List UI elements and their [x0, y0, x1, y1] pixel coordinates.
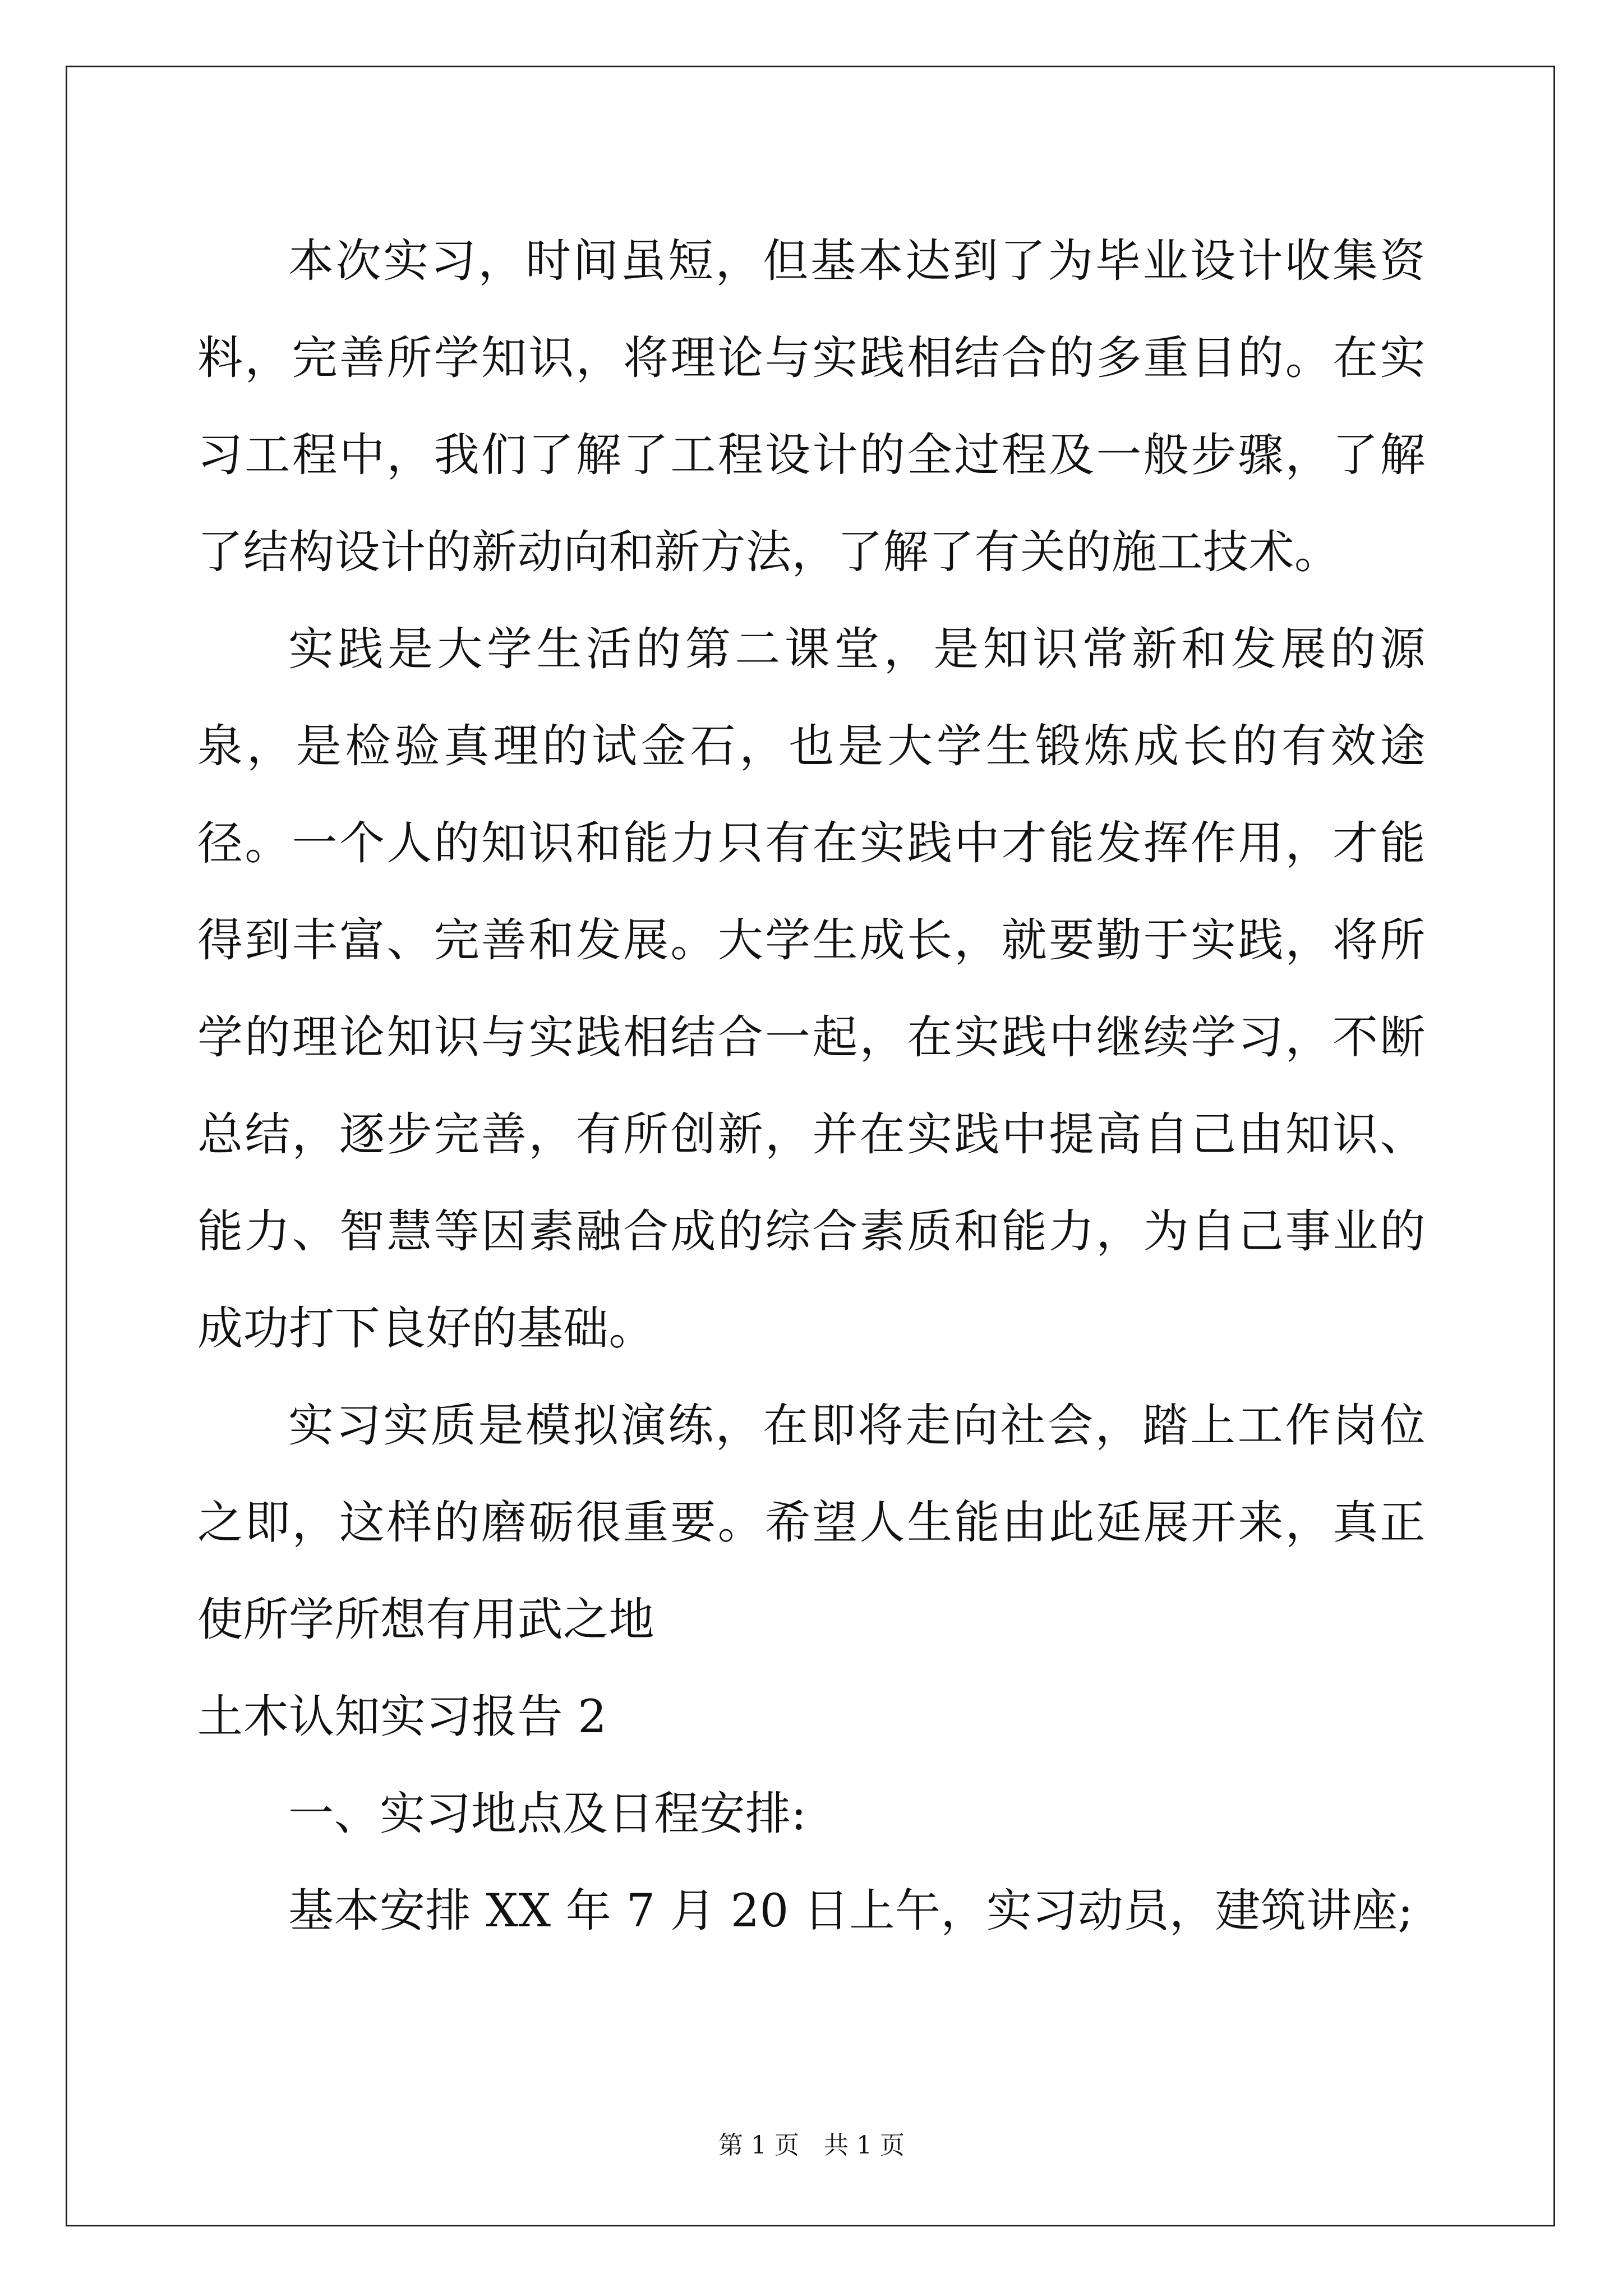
section-heading: 一、实习地点及日程安排:	[288, 1788, 807, 1841]
page-number-total: 共 1 页	[824, 2131, 905, 2160]
paragraph-1: 本次实习，时间虽短，但基本达到了为毕业设计收集资料，完善所学知识，将理论与实践相结合的多重目的。在实习工程中，我们了解了工程设计的全过程及一般步骤，了解了结构设计的新动向和新方法，了解了有关的施工技术。	[197, 235, 1426, 579]
page-footer	[0, 2129, 1623, 2162]
document-body	[197, 213, 1426, 1960]
paragraph-2: 实践是大学生活的第二课堂，是知识常新和发展的源泉，是检验真理的试金石，也是大学生锻炼成长的有效途径。一个人的知识和能力只有在实践中才能发挥作用，才能得到丰富、完善和发展。大学生成长，就要勤于实践，将所学的理论知识与实践相结合一起，在实践中继续学习，不断总结，逐步完善，有所创新，并在实践中提高自己由知识、能力、智慧等因素融合成的综合素质和能力，为自己事业的成功打下良好的基础。	[197, 623, 1426, 1355]
paragraph-3: 实习实质是模拟演练，在即将走向社会，踏上工作岗位之即，这样的磨砺很重要。希望人生能由此延展开来，真正使所学所想有用武之地	[197, 1400, 1426, 1646]
page-number-current: 第 1 页	[718, 2131, 799, 2160]
schedule-line: 基本安排 XX 年 7 月 20 日上午，实习动员，建筑讲座;	[288, 1885, 1414, 1938]
report-title: 土木认知实习报告 2	[197, 1691, 607, 1743]
